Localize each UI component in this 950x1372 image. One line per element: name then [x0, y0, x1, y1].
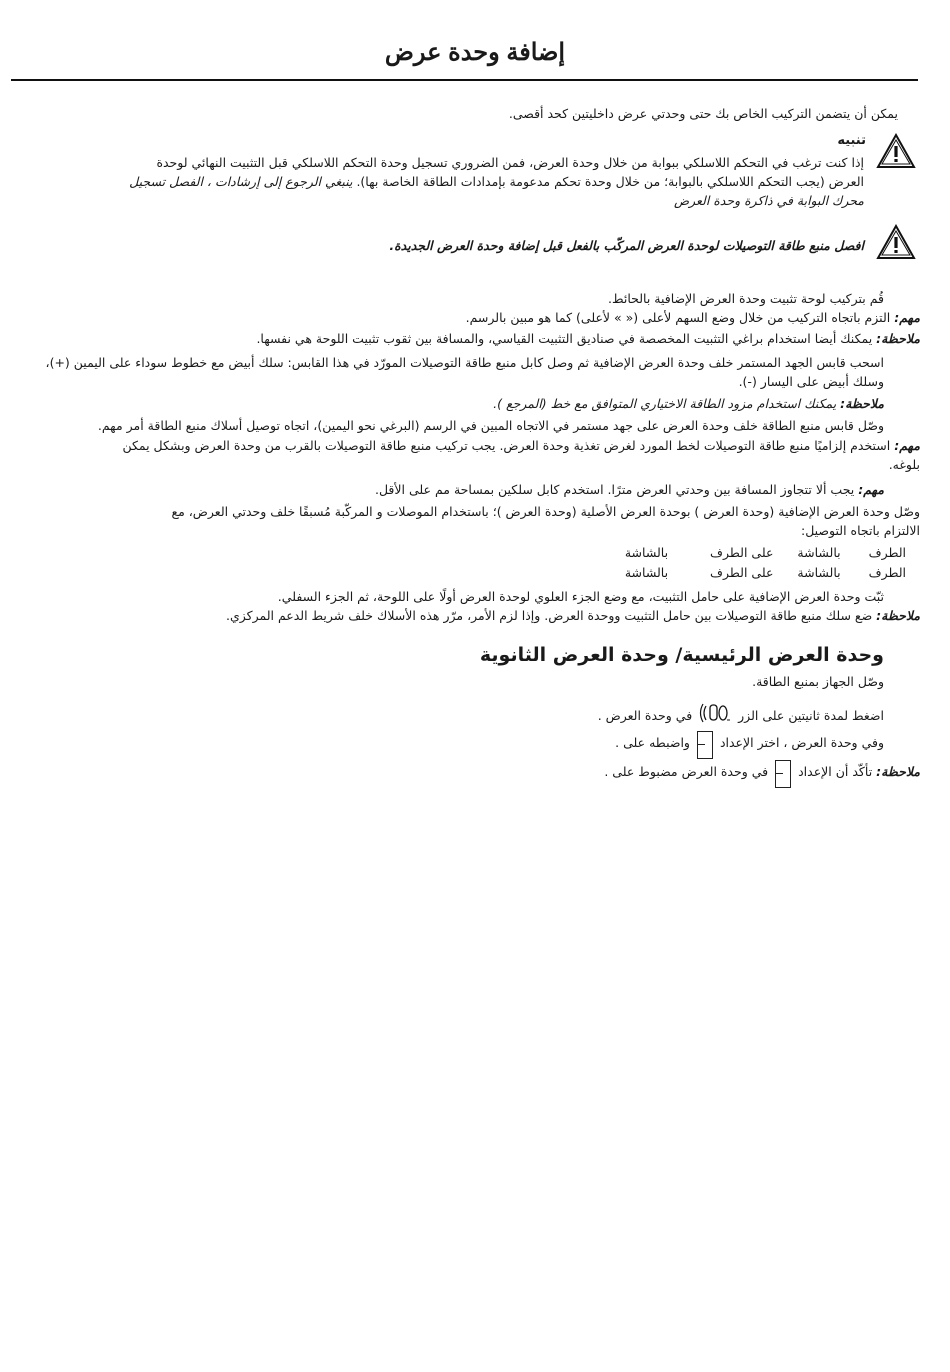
step-text: اضغط لمدة ثانيتين على الزر — [738, 708, 884, 723]
note-text: يمكنك أيضا استخدام براغي التثبيت المخصصة في صناديق التثبيت القياسي، والمسافة بين ثقوب تثبيت اللوحة هي نفسها. — [256, 331, 877, 346]
important-note — [40, 436, 920, 474]
step-text: واضبطه على . — [615, 735, 690, 750]
step-power: وصّل الجهاز بمنبع الطاقة. — [752, 674, 884, 689]
note — [226, 606, 920, 625]
note-text: يجب ألا تتجاوز المسافة بين وحدتي العرض مترًا. استخدم كابل سلكين بمساحة مم على الأقل. — [374, 482, 859, 497]
caution-line-3: محرك البوابة في ذاكرة وحدة العرض — [673, 193, 864, 208]
wiring-terminal: على الطرف — [710, 565, 774, 580]
note-label: ملاحظة: — [876, 764, 920, 779]
note-text: تأكّد أن الإعداد — [798, 764, 877, 779]
note-label: مهم: — [894, 310, 920, 325]
wiring-row — [625, 543, 906, 562]
step-line: اسحب قابس الجهد المستمر خلف وحدة العرض الإضافية ثم وصل كابل منبع طاقة التوصيلات المورّد في هذا القابس: سلك أبيض مع خطوط سوداء على اليمين (+)، — [45, 355, 884, 370]
step-mount-plate: قُم بتركيب لوحة تثبيت وحدة العرض الإضافية بالحائط. — [608, 291, 884, 306]
step-connect-displays — [40, 502, 920, 540]
step-line: وصّل وحدة العرض الإضافية (وحدة العرض ) بوحدة العرض الأصلية (وحدة العرض )؛ باستخدام الموصلات و المركّبة مُسبقًا خلف وحدتي العرض، مع — [171, 504, 920, 519]
note — [493, 394, 884, 413]
note-label: ملاحظة: — [840, 396, 884, 411]
caution-line-1: إذا كنت ترغب في التحكم اللاسلكي ببوابة من خلال وحدة العرض، فمن الضروري تسجيل وحدة التحكم اللاسلكي قبل التثبيت النهائي لوحدة — [156, 155, 864, 170]
step-line: الالتزام باتجاه التوصيل: — [800, 523, 920, 538]
wiring-terminal: الطرف — [868, 545, 906, 560]
note-text: ضع سلك منبع طاقة التوصيلات بين حامل التثبيت ووحدة العرض. وإذا لزم الأمر، مرّر هذه الأسلاك خلف شريط الدعم المركزي. — [225, 608, 877, 623]
wiring-row — [625, 563, 906, 582]
caution-text — [28, 153, 864, 210]
caution-line-2a: العرض (يجب التحكم اللاسلكي بالبوابة؛ من خلال وحدة تحكم مدعومة بإمدادات الطاقة الخاصة بها). — [356, 174, 864, 189]
setting-box-icon — [697, 731, 713, 759]
note-text: استخدم إلزاميًا منبع طاقة التوصيلات لخط المورد لغرض تغذية وحدة العرض. يجب تركيب منبع طاقة التوصيلات بالقرب من وحدة العرض وبشكل يمكن — [122, 438, 895, 453]
note-text-cont: بلوغه. — [888, 457, 920, 472]
caution-heading: تنبيه — [837, 133, 866, 148]
note-text: يمكنك استخدام مزود الطاقة الاختياري المتوافق مع خط (المرجع ). — [493, 396, 841, 411]
wiring-display: بالشاشة — [797, 565, 841, 580]
wiring-display: بالشاشة — [624, 565, 669, 580]
step-text: وفي وحدة العرض ، اختر الإعداد — [719, 735, 884, 750]
caution-line-2 — [28, 172, 864, 191]
wiring-display: بالشاشة — [797, 545, 841, 560]
page-title: إضافة وحدة عرض — [384, 39, 566, 66]
step-connect-plug: وصّل قابس منبع الطاقة خلف وحدة العرض على جهد مستمر في الاتجاه المبين في الرسم (البرغي نحو اليمين)، اتجاه توصيل أسلاك منبع الطاقة أمر مهم. — [97, 418, 884, 433]
warning-icon — [876, 224, 916, 260]
warning-icon — [876, 133, 916, 169]
note — [604, 760, 920, 788]
note-label: ملاحظة: — [876, 608, 920, 623]
bell-button-icon — [699, 703, 731, 723]
note-text: التزم باتجاه التركيب من خلال وضع السهم لأعلى (« » لأعلى) كما هو مبين بالرسم. — [465, 310, 895, 325]
wiring-display: بالشاشة — [624, 545, 669, 560]
step-select-setting — [615, 731, 884, 759]
important-note — [375, 480, 884, 499]
wiring-terminal: على الطرف — [710, 545, 774, 560]
note — [256, 329, 920, 348]
step-fix-display: ثبّت وحدة العرض الإضافية على حامل التثبيت، مع وضع الجزء العلوي لوحدة العرض أولًا على اللوحة، ثم الجزء السفلي. — [277, 589, 884, 604]
step-text: في وحدة العرض . — [597, 708, 693, 723]
setting-box-icon — [775, 760, 791, 788]
important-note — [466, 308, 920, 327]
note-text: في وحدة العرض مضبوط على . — [604, 764, 769, 779]
step-press-button — [598, 703, 884, 725]
step-dc-plug — [14, 353, 884, 391]
intro-text: يمكن أن يتضمن التركيب الخاص بك حتى وحدتي عرض داخليتين كحد أقصى. — [508, 106, 898, 121]
title-divider — [11, 79, 918, 81]
note-label: ملاحظة: — [876, 331, 920, 346]
step-line: وسلك أبيض على اليسار (-). — [738, 374, 884, 389]
wiring-terminal: الطرف — [868, 565, 906, 580]
note-label: مهم: — [858, 482, 884, 497]
section-heading: وحدة العرض الرئيسية/ وحدة العرض الثانوية — [479, 644, 884, 666]
power-warning: افصل منبع طاقة التوصيلات لوحدة العرض المركّب بالفعل قبل إضافة وحدة العرض الجديدة. — [389, 238, 864, 253]
note-label: مهم: — [894, 438, 920, 453]
caution-line-2b: ينبغي الرجوع إلى إرشادات ، الفصل تسجيل — [129, 174, 357, 189]
